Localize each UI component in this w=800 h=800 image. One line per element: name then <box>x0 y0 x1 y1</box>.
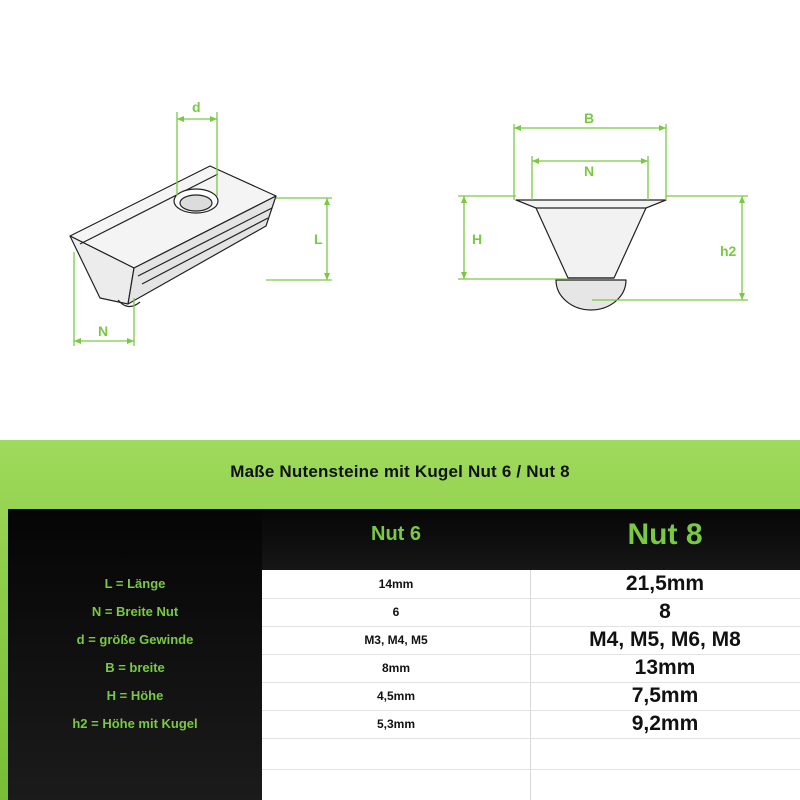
row-value-nut8: M4, M5, M6, M8 <box>589 628 741 651</box>
table-row <box>8 682 800 710</box>
table-row <box>8 626 800 654</box>
row-value-nut6: 5,3mm <box>376 717 416 731</box>
row-label: B = breite <box>105 660 165 675</box>
row-value-nut8: 7,5mm <box>631 684 699 707</box>
row-value-nut6: 8mm <box>381 661 410 675</box>
table-row <box>8 769 800 797</box>
table-row <box>8 598 800 626</box>
row-value-nut8: 21,5mm <box>625 572 705 595</box>
row-value-nut6: 4,5mm <box>376 689 416 703</box>
spec-panel <box>0 440 800 800</box>
row-label: L = Länge <box>104 576 166 591</box>
dimension-label-N-right: N <box>584 163 595 179</box>
row-label: h2 = Höhe mit Kugel <box>72 716 198 731</box>
row-label <box>8 738 262 766</box>
row-value-nut8 <box>530 769 800 797</box>
panel-title: Maße Nutensteine mit Kugel Nut 6 / Nut 8 <box>230 462 570 481</box>
row-label <box>8 769 262 797</box>
header-nut6: Nut 6 <box>371 523 421 545</box>
table-row <box>8 738 800 766</box>
row-value-nut6: 14mm <box>378 577 414 591</box>
table-row <box>8 570 800 598</box>
dimension-label-H: H <box>472 231 483 247</box>
slot-nut-front-view <box>516 200 666 310</box>
dimension-label-B: B <box>584 110 595 126</box>
slot-nut-isometric <box>70 166 276 307</box>
table-row <box>8 654 800 682</box>
row-value-nut6: 6 <box>392 605 400 619</box>
table-row <box>8 710 800 738</box>
row-label: H = Höhe <box>106 688 164 703</box>
dimension-label-d: d <box>192 99 201 115</box>
dimension-label-N-left: N <box>98 323 109 339</box>
row-label: N = Breite Nut <box>91 604 179 619</box>
row-value-nut8 <box>530 738 800 766</box>
spec-table <box>8 509 800 800</box>
row-value-nut6: M3, M4, M5 <box>364 633 428 647</box>
header-nut8: Nut 8 <box>627 518 703 551</box>
dimension-label-h2: h2 <box>720 243 737 259</box>
row-value-nut8: 8 <box>659 600 671 623</box>
row-value-nut8: 9,2mm <box>631 712 699 735</box>
row-label: d = größe Gewinde <box>76 632 194 647</box>
row-value-nut6 <box>262 769 530 797</box>
dimension-label-L: L <box>314 231 323 247</box>
row-value-nut6 <box>262 738 530 766</box>
row-value-nut8: 13mm <box>634 656 696 679</box>
